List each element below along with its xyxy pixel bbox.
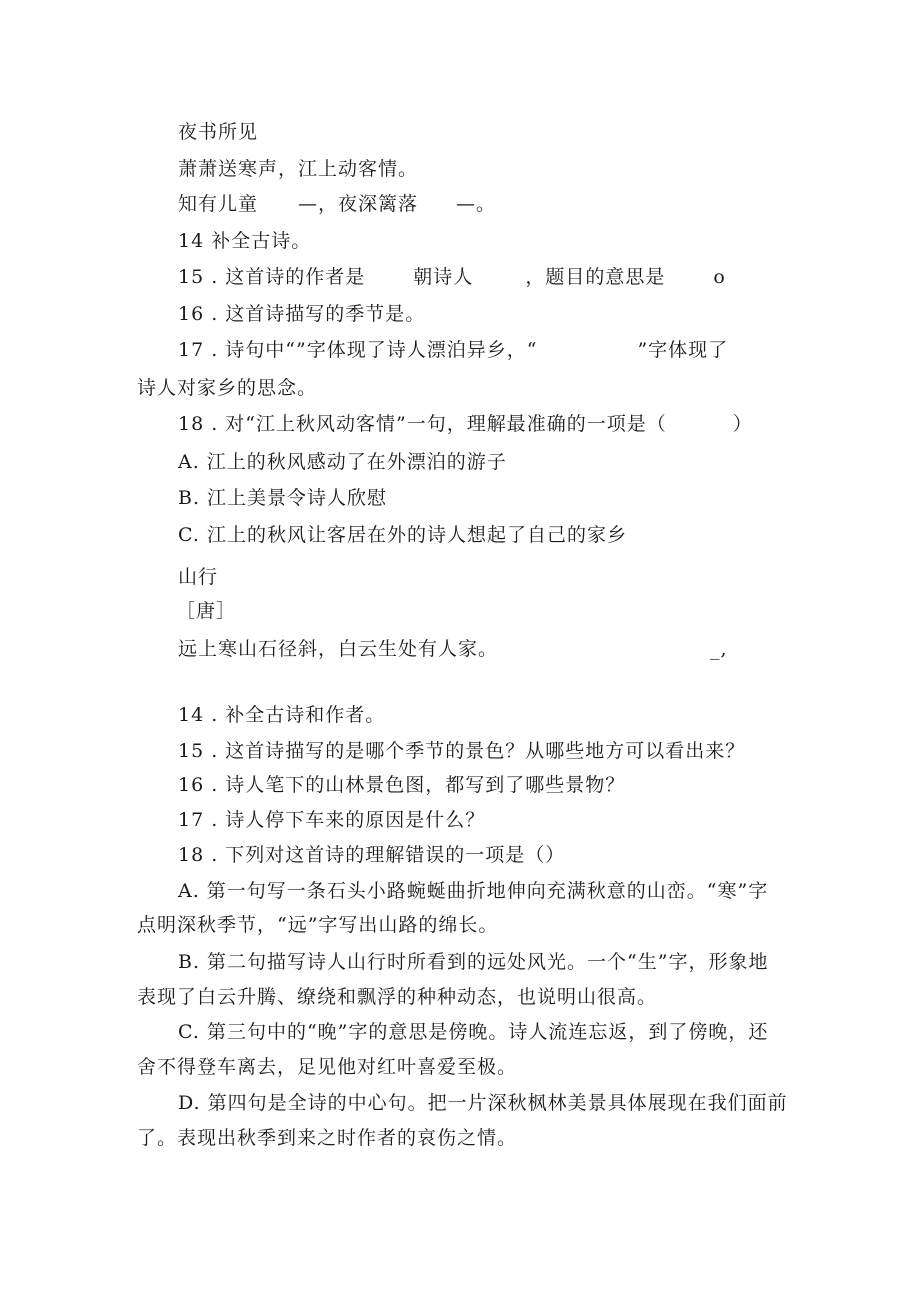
q1-17-a: 17 . 诗句中“”字体现了诗人漂泊异乡，“ bbox=[178, 339, 538, 361]
q2-14: 14 . 补全古诗和作者。 bbox=[178, 704, 386, 726]
q2-option-b-line1: B. 第二句描写诗人山行时所看到的远处风光。一个“生”字，形象地 bbox=[178, 951, 769, 973]
q1-15-c: ，题目的意思是 bbox=[525, 266, 666, 288]
q2-15: 15 . 这首诗描写的是哪个季节的景色？从哪些地方可以看出来？ bbox=[178, 740, 746, 762]
q1-option-a: A. 江上的秋风感动了在外漂泊的游子 bbox=[178, 451, 507, 473]
poem1-line1: 萧萧送寒声，江上动客情。 bbox=[178, 158, 419, 180]
q1-15-b: 朝诗人 bbox=[413, 266, 474, 288]
poem2-title: 山行 bbox=[178, 566, 219, 588]
q1-15 bbox=[178, 265, 726, 289]
poem1-line2-c: —。 bbox=[456, 193, 497, 215]
q1-18-a: 18 . 对“江上秋风动客情”一句，理解最准确的一项是（ bbox=[178, 413, 667, 435]
q2-option-c-line1: C. 第三句中的“晚”字的意思是傍晚。诗人流连忘返，到了傍晚，还 bbox=[178, 1021, 769, 1043]
q1-17 bbox=[178, 338, 728, 362]
poem2-line1-blank: _, bbox=[710, 638, 728, 660]
q1-16: 16 . 这首诗描写的季节是。 bbox=[178, 303, 426, 325]
q1-18-b: ） bbox=[732, 413, 753, 435]
q2-option-d-line1: D. 第四句是全诗的中心句。把一片深秋枫林美景具体展现在我们面前 bbox=[178, 1092, 788, 1114]
q2-17: 17 . 诗人停下车来的原因是什么？ bbox=[178, 809, 486, 831]
q1-18 bbox=[178, 412, 753, 436]
poem2-line1: 远上寒山石径斜，白云生处有人家。 bbox=[178, 638, 499, 660]
q2-16: 16 . 诗人笔下的山林景色图，都写到了哪些景物？ bbox=[178, 774, 626, 796]
q1-17-b: ”字体现了 bbox=[637, 339, 729, 361]
q2-18: 18 . 下列对这首诗的理解错误的一项是（） bbox=[178, 844, 566, 866]
q2-option-a-line1: A. 第一句写一条石头小路蜿蜒曲折地伸向充满秋意的山峦。“寒”字 bbox=[178, 880, 769, 902]
q2-option-c-line2: 舍不得登车离去，足见他对红叶喜爱至极。 bbox=[137, 1056, 518, 1078]
poem1-line2-a: 知有儿童 bbox=[178, 193, 259, 215]
q1-option-b: B. 江上美景令诗人欣慰 bbox=[178, 487, 388, 509]
q1-15-a: 15 . 这首诗的作者是 bbox=[178, 266, 366, 288]
poem1-title: 夜书所见 bbox=[178, 121, 259, 143]
q1-17-cont: 诗人对家乡的思念。 bbox=[137, 377, 318, 399]
poem1-line2 bbox=[178, 192, 496, 216]
poem2-dynasty: ［唐］ bbox=[176, 600, 237, 622]
q2-option-d-line2: 了。表现出秋季到来之时作者的哀伤之情。 bbox=[137, 1127, 518, 1149]
q2-option-a-line2: 点明深秋季节，“远”字写出山路的绵长。 bbox=[137, 914, 499, 936]
q1-option-c: C. 江上的秋风让客居在外的诗人想起了自己的家乡 bbox=[178, 524, 627, 546]
poem1-line2-b: —，夜深篱落 bbox=[298, 193, 419, 215]
q1-14: 14 补全古诗。 bbox=[178, 230, 312, 252]
q2-option-b-line2: 表现了白云升腾、缭绕和飘浮的种种动态，也说明山很高。 bbox=[137, 986, 658, 1008]
q1-15-d: o bbox=[713, 266, 726, 288]
